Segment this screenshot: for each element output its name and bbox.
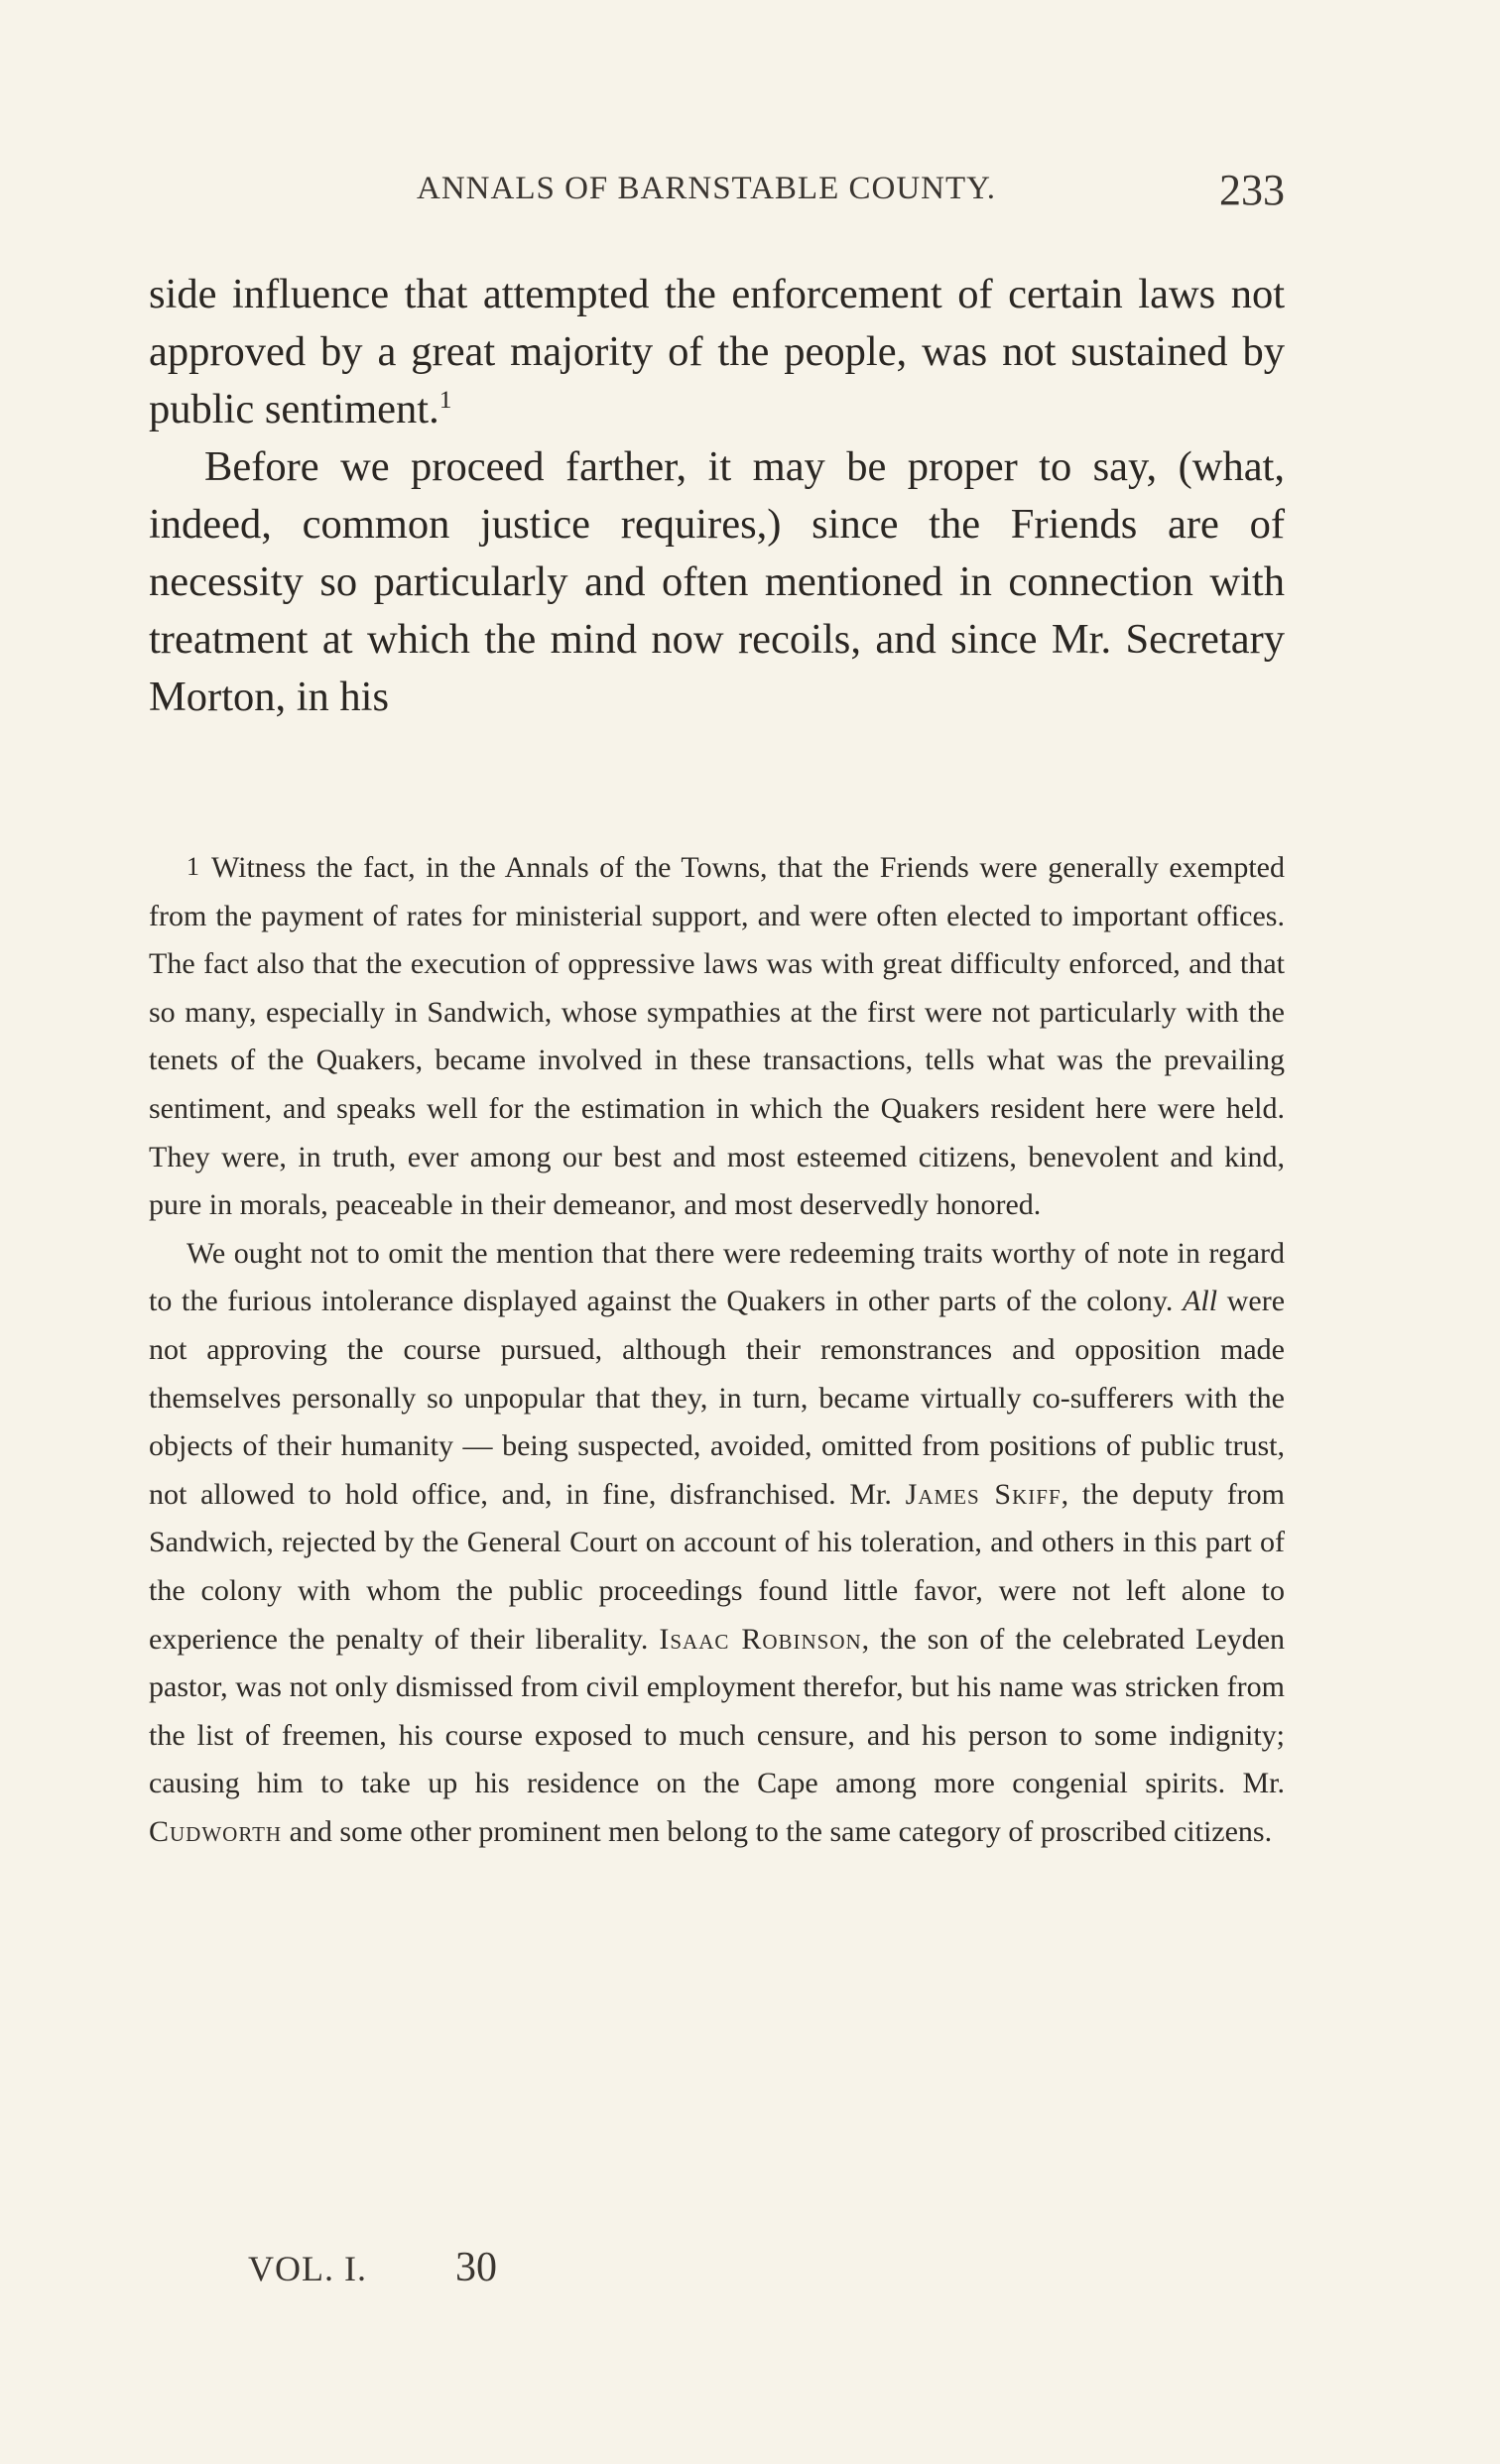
footnote-paragraph	[149, 843, 1285, 1230]
footnote-text: Witness the fact, in the Annals of the Towns, that the Friends were generally exempted from the payment of rates for ministerial support, and were often elected to important offices. The fact also that the execution of oppressive laws was with great difficulty enforced, and that so many, especially in Sandwich, whose sympathies at the first were not particularly with the tenets of the Quakers, became involved in these transactions, tells what was the prevailing sentiment, and speaks well for the estimation in which the Quakers resident here were held. They were, in truth, ever among our best and most esteemed citizens, benevolent and kind, pure in morals, peaceable in their demeanor, and most deservedly honored.	[149, 851, 1285, 1222]
footnote-text: , the deputy from Sandwich, rejected by the General Court on account of his toleration, and others in this part of the colony with whom the public proceedings found little favor, were not left alone to experience the penalty of their liberality.	[149, 1477, 1286, 1656]
running-head: ANNALS OF BARNSTABLE COUNTY.	[417, 171, 996, 206]
footnote-text: We ought not to omit the mention that there were redeeming traits worthy of note in regard to the furious intolerance displayed against the Quakers in other parts of the colony.	[149, 1236, 1285, 1318]
footnote-reference: 1	[438, 384, 452, 414]
page-header	[149, 166, 1285, 218]
footnote-text: , the son of the celebrated Leyden pastor, was not only dismissed from civil employment therefor, but his name was stricken from the list of freemen, his course exposed to much censure, and his person to some indignity; causing him to take up his residence on the Cape among more congenial spirits. Mr.	[149, 1622, 1286, 1800]
footnote-paragraph	[149, 1230, 1285, 1857]
paragraph: Before we proceed farther, it may be proper to say, (what, indeed, common justice requires,) since the Friends are of necessity so particularly and often mentioned in connection with treatment at which the mind now recoils, and since Mr. Secretary Morton, in his	[149, 443, 1285, 720]
footnote-marker: 1	[187, 852, 199, 881]
person-name: Cudworth	[149, 1814, 283, 1848]
footnote-text: were not approving the course pursued, although their remonstrances and opposition made themselves personally so unpopular that they, in turn, became virtually co-sufferers with the objects of their humanity — being suspected, avoided, omitted from positions of public trust, not allowed to hold office, and, in fine, disfranchised. Mr.	[149, 1285, 1286, 1511]
volume-label: VOL. I.	[248, 2249, 367, 2288]
paragraph-continuation	[149, 266, 1285, 438]
emphasis-all: All	[1183, 1285, 1218, 1318]
footnotes	[149, 843, 1285, 1856]
signature-number: 30	[454, 2245, 497, 2290]
person-name: Isaac Robinson	[659, 1622, 862, 1656]
signature-line	[248, 2244, 497, 2291]
paragraph-text: side influence that attempted the enforcement of certain laws not approved by a great majority of the people, was not sustained by public sentiment.	[149, 271, 1285, 432]
person-name: James Skiff	[905, 1477, 1062, 1511]
page-number: 233	[1219, 166, 1285, 214]
main-text	[149, 266, 1285, 726]
footnote-text: and some other prominent men belong to the same category of proscribed citizens.	[289, 1814, 1273, 1848]
